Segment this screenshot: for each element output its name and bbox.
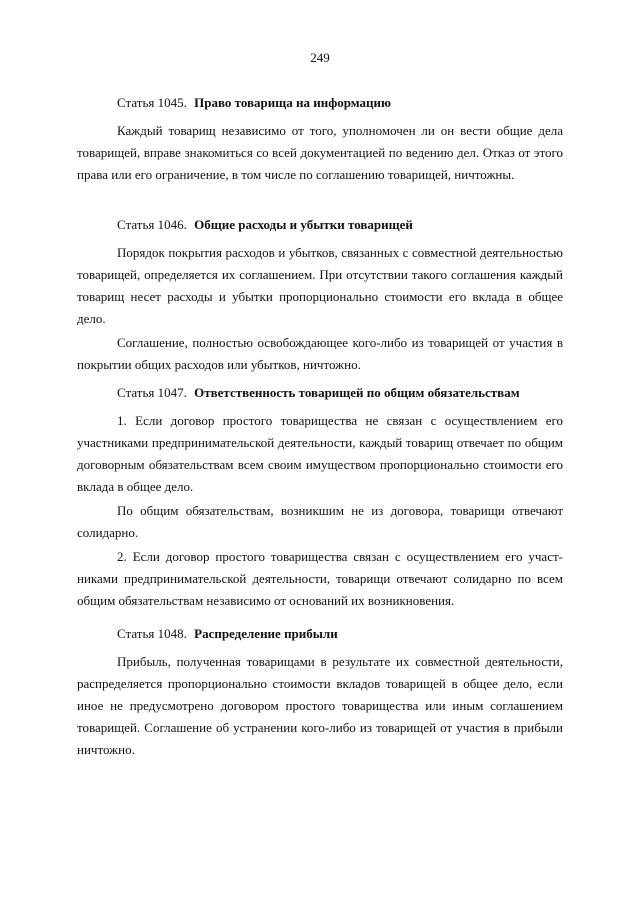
article-paragraph: Порядок покрытия расходов и убытков, связанных с совместной деятельностью товарищей, определяется их соглашением. При отсутствии такого соглашения каждый товарищ несет расходы и убытки пропорционально стоимости его вклада в общее дело. [77,245,563,326]
article-paragraph: 2. Если договор простого товарищества связан с осуществлением его участниками предпринимательской деятельности, товарищи отвечают солидарно по всем общим обязательствам независимо от оснований их возникновения. [77,549,563,608]
article-heading [117,92,563,114]
article-title: Распределение прибыли [194,626,338,641]
article-number: Статья 1047. [117,385,187,400]
article-heading [117,623,563,645]
article-paragraph: 1. Если договор простого товарищества не связан с осуществлением его участниками предпринимательской деятельности, каждый товарищ отвечает по общим договорным обязательствам всем своим имуществом пропорционально стоимости его вклада в общее дело. [77,413,563,494]
article-1047 [77,382,563,612]
article-paragraph: Прибыль, полученная товарищами в результате их совместной деятельности, распределяется пропорционально стоимости вкладов товарищей в общее дело, если иное не предусмотрено договором простого товарищества или иным соглашением товарищей. Соглашение об устранении кого-либо из товарищей от участия в прибыли ничтожно. [77,654,563,757]
page-number: 249 [310,50,330,65]
article-paragraph: Соглашение, полностью освобождающее кого-либо из товарищей от участия в покрытии общих расходов или убытков, ничтожно. [77,335,563,372]
article-heading [117,382,563,404]
article-number: Статья 1045. [117,95,187,110]
article-1046 [77,214,563,376]
article-paragraph: По общим обязательствам, возникшим не из договора, товарищи отвечают солидарно. [77,503,563,540]
article-paragraph: Каждый товарищ независимо от того, уполномочен ли он вести общие дела товарищей, вправе знакомиться со всей документацией по ведению дел. Отказ от этого права или его ограничение, в том числе по соглашению товарищей, ничтожны. [77,123,563,182]
article-1045 [77,92,563,186]
article-title: Общие расходы и убытки товарищей [194,217,413,232]
article-number: Статья 1046. [117,217,187,232]
article-number: Статья 1048. [117,626,187,641]
article-heading [117,214,563,236]
article-title: Право товарища на информацию [194,95,391,110]
article-title: Ответственность товарищей по общим обязательствам [194,385,520,400]
article-1048 [77,623,563,761]
